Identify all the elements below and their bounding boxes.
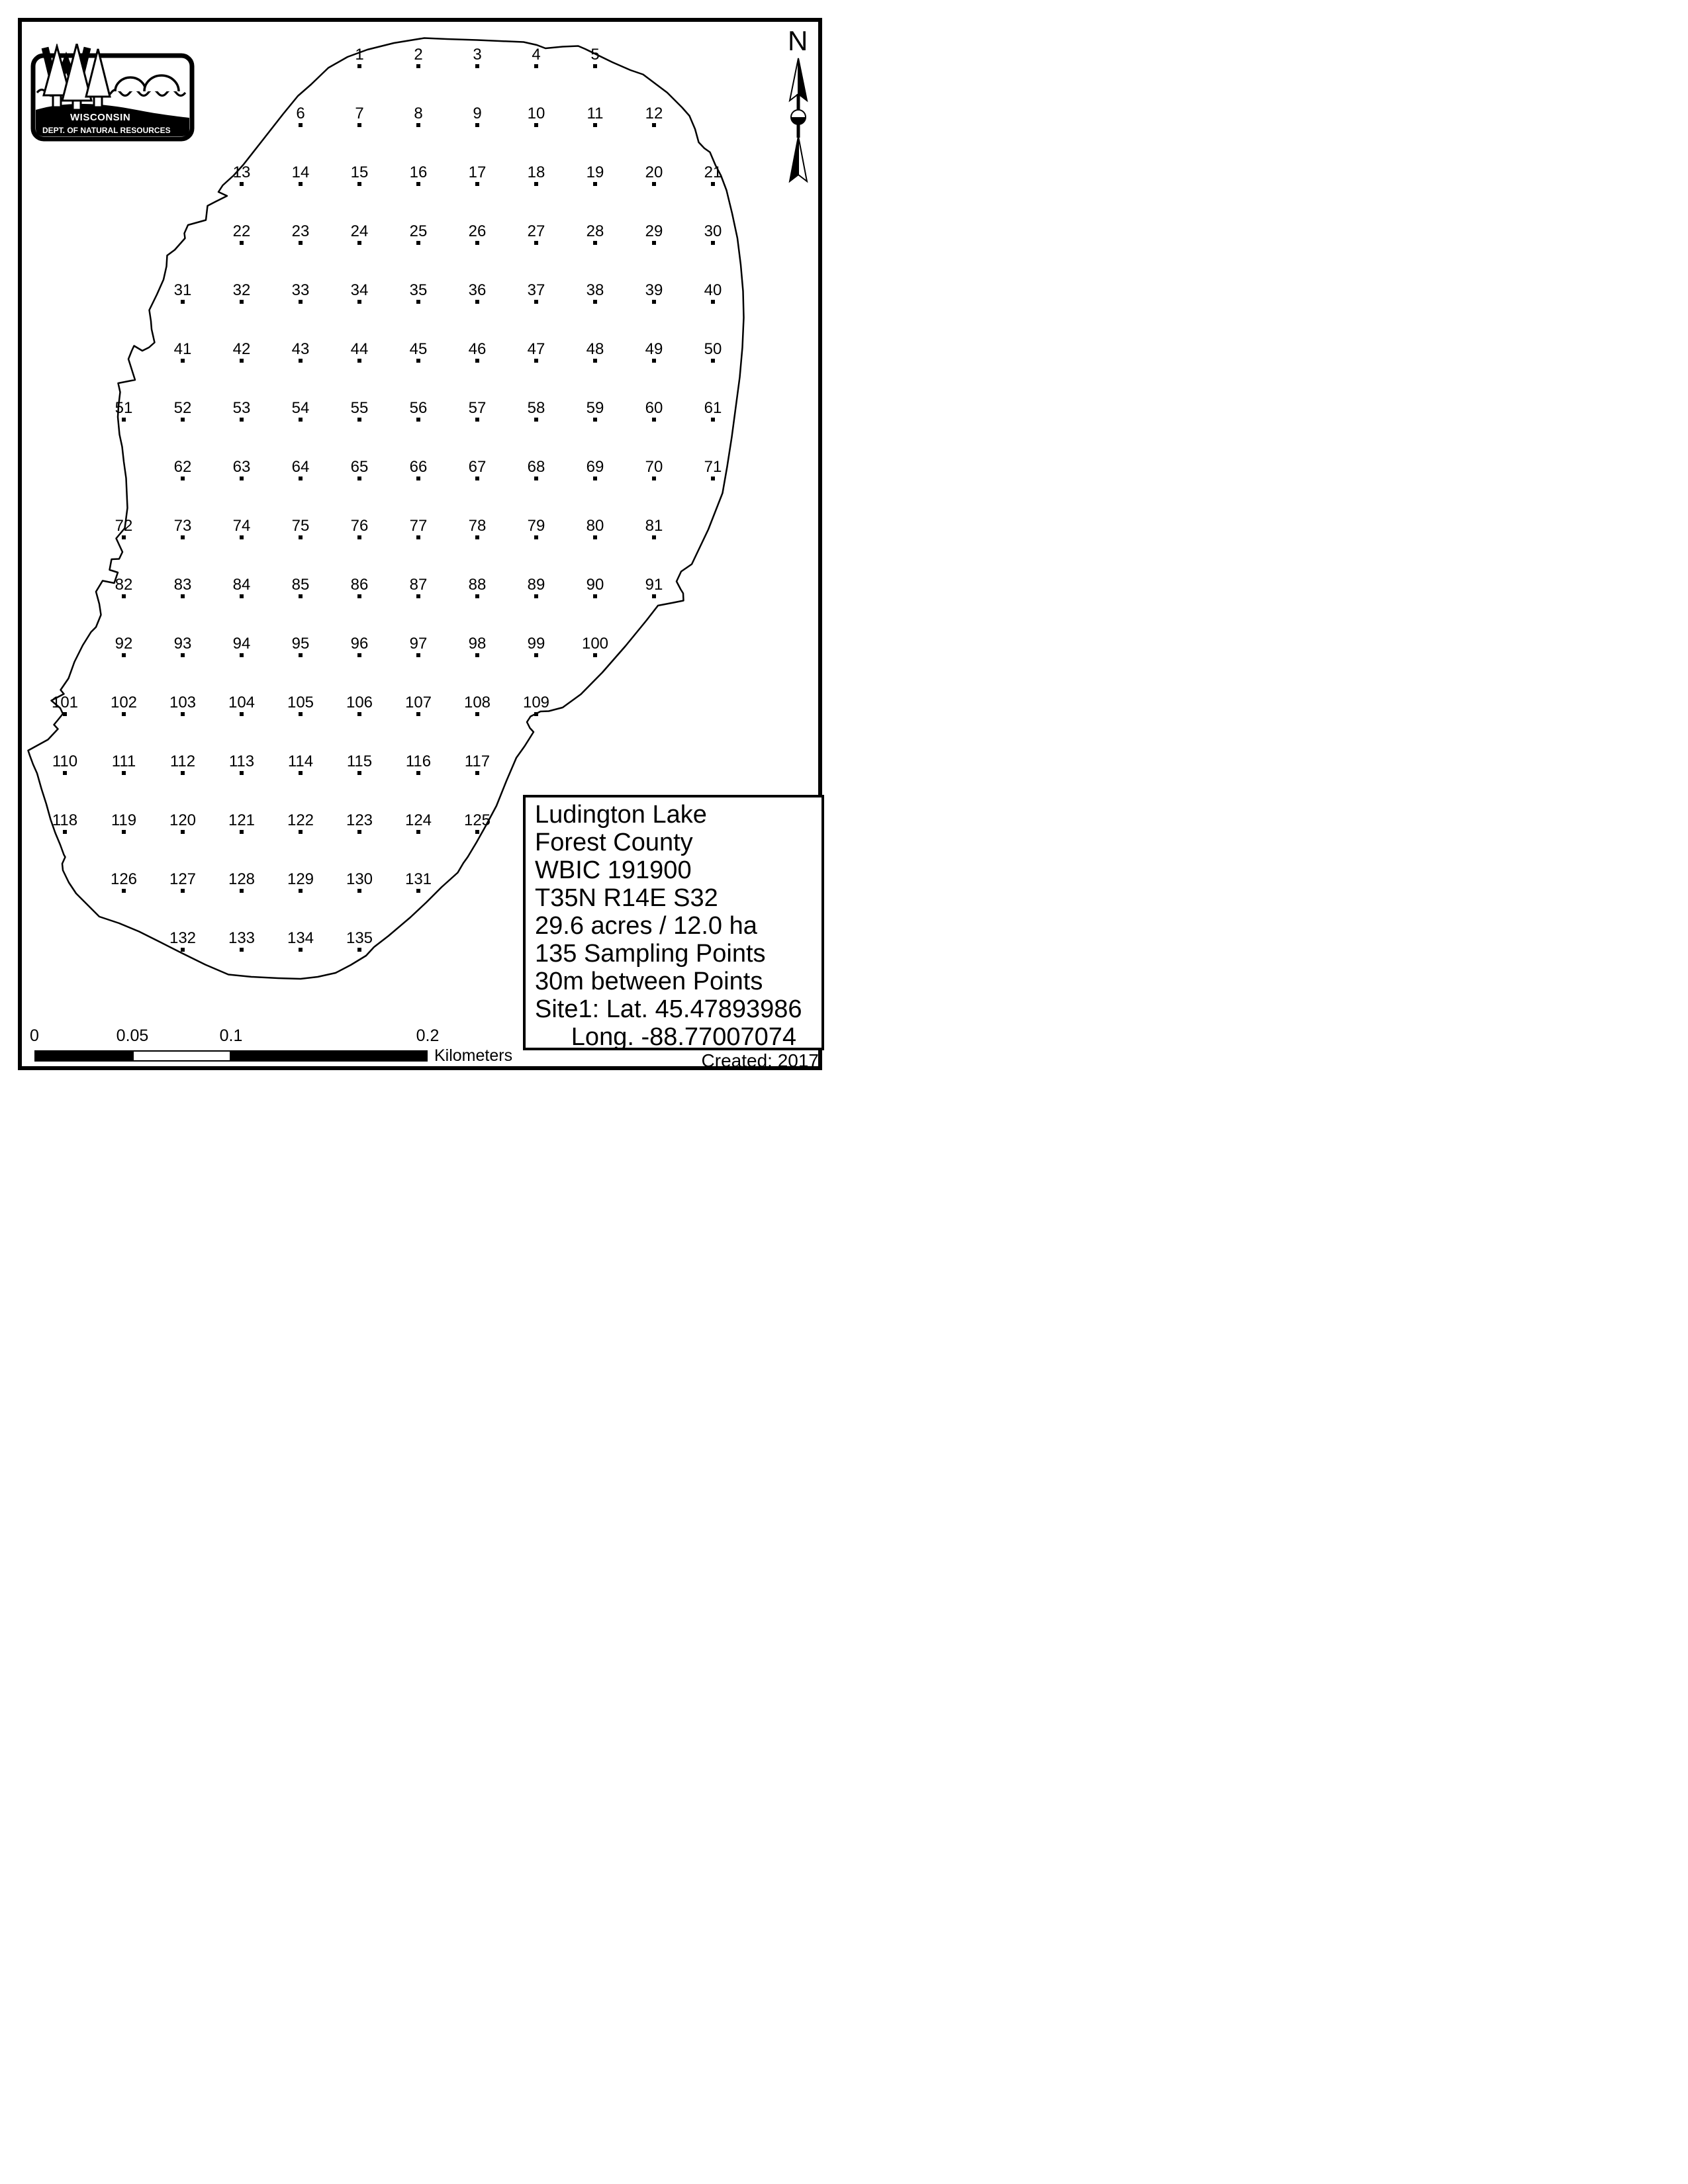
sample-point-label: 130 [346, 870, 373, 888]
sample-point-label: 126 [110, 870, 138, 888]
sample-point-label: 5 [590, 46, 600, 64]
sample-point-label: 15 [350, 163, 369, 181]
sample-point-label: 17 [468, 163, 487, 181]
sample-point-label: 4 [532, 46, 541, 64]
sample-point-label: 87 [409, 576, 428, 594]
sample-point-label: 97 [409, 635, 428, 653]
sample-point-label: 116 [405, 752, 432, 770]
sample-point-label: 73 [173, 517, 192, 535]
scale-bar-segment [231, 1050, 428, 1062]
sample-point-label: 59 [586, 399, 604, 417]
scale-bar-tick-label: 0.05 [116, 1026, 149, 1045]
sample-point-label: 76 [350, 517, 369, 535]
sample-point-label: 22 [232, 222, 251, 240]
sample-point-label: 79 [527, 517, 545, 535]
sample-point-label: 131 [404, 870, 432, 888]
sample-point-label: 62 [173, 458, 192, 476]
info-township: T35N R14E S32 [535, 884, 718, 912]
sample-point-label: 98 [468, 635, 487, 653]
lake-info-box [523, 795, 824, 1050]
sample-point-label: 35 [409, 281, 428, 299]
sample-point-label: 1 [355, 46, 364, 64]
sample-point-label: 26 [468, 222, 487, 240]
sample-point-label: 83 [173, 576, 192, 594]
sample-point-label: 90 [586, 576, 604, 594]
sample-point-label: 43 [291, 340, 310, 358]
sample-point-label: 3 [473, 46, 482, 64]
sample-point-label: 65 [350, 458, 369, 476]
sample-point-label: 69 [586, 458, 604, 476]
sample-point-label: 95 [291, 635, 310, 653]
sample-point-label: 18 [527, 163, 545, 181]
sample-point-label: 21 [704, 163, 722, 181]
sample-point-label: 102 [110, 694, 138, 711]
sample-point-label: 127 [169, 870, 197, 888]
sample-point-label: 7 [355, 105, 364, 122]
sample-point-label: 54 [291, 399, 310, 417]
info-point-spacing: 30m between Points [535, 968, 763, 995]
sample-point-label: 96 [350, 635, 369, 653]
sample-point-label: 55 [350, 399, 369, 417]
map-page [0, 0, 844, 1092]
sample-point-label: 117 [464, 752, 491, 770]
sample-point-label: 6 [296, 105, 305, 122]
sample-point-label: 91 [645, 576, 663, 594]
sample-point-label: 46 [468, 340, 487, 358]
sample-point-label: 49 [645, 340, 663, 358]
sample-point-label: 28 [586, 222, 604, 240]
sample-point-label: 108 [463, 694, 491, 711]
sample-point-label: 84 [232, 576, 251, 594]
sample-point-label: 120 [169, 811, 197, 829]
sample-point-label: 31 [173, 281, 192, 299]
sample-point-label: 103 [169, 694, 197, 711]
sample-point-label: 32 [232, 281, 251, 299]
sample-point-label: 16 [409, 163, 428, 181]
info-area: 29.6 acres / 12.0 ha [535, 912, 757, 940]
scale-bar-segment [132, 1050, 231, 1062]
info-county: Forest County [535, 829, 693, 856]
sample-point-label: 8 [414, 105, 423, 122]
sample-point-label: 135 [346, 929, 373, 947]
sample-point-label: 114 [287, 752, 314, 770]
sample-point-label: 9 [473, 105, 482, 122]
sample-point-label: 33 [291, 281, 310, 299]
sample-point-label: 25 [409, 222, 428, 240]
sample-point-label: 64 [291, 458, 310, 476]
sample-point-label: 109 [522, 694, 550, 711]
sample-point-label: 20 [645, 163, 663, 181]
sample-point-label: 124 [404, 811, 432, 829]
sample-point-label: 51 [115, 399, 133, 417]
sample-point-label: 41 [173, 340, 192, 358]
sample-point-label: 12 [645, 105, 663, 122]
sample-point-label: 133 [228, 929, 256, 947]
sample-point-label: 118 [52, 811, 78, 829]
sample-point-label: 70 [645, 458, 663, 476]
sample-point-label: 10 [527, 105, 545, 122]
sample-point-label: 66 [409, 458, 428, 476]
sample-point-label: 110 [52, 752, 78, 770]
sample-point-label: 119 [111, 811, 137, 829]
sample-point-label: 44 [350, 340, 369, 358]
scale-bar-unit: Kilometers [434, 1046, 513, 1065]
sample-point-label: 61 [704, 399, 722, 417]
sample-point-label: 88 [468, 576, 487, 594]
info-site-lat: Site1: Lat. 45.47893986 [535, 995, 802, 1023]
sample-point-label: 38 [586, 281, 604, 299]
sample-point-label: 107 [404, 694, 432, 711]
scale-bar-tick-label: 0.1 [219, 1026, 243, 1045]
sample-point-label: 100 [581, 635, 609, 653]
sample-point-label: 71 [704, 458, 722, 476]
sample-point-label: 92 [115, 635, 133, 653]
sample-point-label: 134 [287, 929, 314, 947]
sample-point-label: 93 [173, 635, 192, 653]
sample-point-label: 105 [287, 694, 314, 711]
sample-point-label: 123 [346, 811, 373, 829]
sample-point-label: 60 [645, 399, 663, 417]
sample-point-label: 2 [414, 46, 423, 64]
sample-point-label: 34 [350, 281, 369, 299]
sample-point-label: 94 [232, 635, 251, 653]
sample-point-label: 112 [169, 752, 196, 770]
sample-point-label: 129 [287, 870, 314, 888]
sample-point-label: 48 [586, 340, 604, 358]
sample-point-label: 57 [468, 399, 487, 417]
sample-point-label: 52 [173, 399, 192, 417]
sample-point-label: 81 [645, 517, 663, 535]
scale-bar-tick-label: 0.2 [416, 1026, 440, 1045]
info-wbic: WBIC 191900 [535, 856, 692, 884]
sample-point-label: 19 [586, 163, 604, 181]
sample-point-label: 29 [645, 222, 663, 240]
sample-point-label: 23 [291, 222, 310, 240]
logo-org-line2: DEPT. OF NATURAL RESOURCES [42, 126, 171, 135]
sample-point-label: 113 [228, 752, 255, 770]
info-site-long: Long. -88.77007074 [571, 1023, 796, 1051]
sample-point-label: 82 [115, 576, 133, 594]
sample-point-label: 36 [468, 281, 487, 299]
sample-point-label: 75 [291, 517, 310, 535]
scale-bar-tick-label: 0 [30, 1026, 39, 1045]
sample-point-label: 47 [527, 340, 545, 358]
sample-point-label: 24 [350, 222, 369, 240]
sample-point-label: 121 [228, 811, 256, 829]
sample-point-label: 86 [350, 576, 369, 594]
sample-point-label: 99 [527, 635, 545, 653]
north-label: N [788, 25, 808, 56]
sample-point-label: 78 [468, 517, 487, 535]
info-sampling-points: 135 Sampling Points [535, 940, 766, 968]
sample-point-label: 101 [51, 694, 79, 711]
scale-bar-segment [34, 1050, 132, 1062]
sample-point-label: 63 [232, 458, 251, 476]
sample-point-label: 39 [645, 281, 663, 299]
sample-point-label: 13 [232, 163, 251, 181]
sample-point-label: 122 [287, 811, 314, 829]
sample-point-label: 14 [291, 163, 310, 181]
created-label: Created: 2017 [701, 1050, 819, 1071]
sample-point-label: 42 [232, 340, 251, 358]
sample-point-label: 80 [586, 517, 604, 535]
sample-point-label: 37 [527, 281, 545, 299]
logo-org-line1: WISCONSIN [70, 112, 131, 123]
sample-point-label: 27 [527, 222, 545, 240]
sample-point-label: 89 [527, 576, 545, 594]
sample-point-label: 30 [704, 222, 722, 240]
sample-point-label: 125 [463, 811, 491, 829]
sample-point-label: 106 [346, 694, 373, 711]
sample-point-label: 58 [527, 399, 545, 417]
sample-point-label: 45 [409, 340, 428, 358]
sample-point-label: 111 [111, 752, 136, 770]
sample-point-label: 132 [169, 929, 197, 947]
sample-point-label: 104 [228, 694, 256, 711]
sample-point-label: 67 [468, 458, 487, 476]
sample-point-label: 68 [527, 458, 545, 476]
info-lake-name: Ludington Lake [535, 801, 707, 829]
sample-point-label: 115 [346, 752, 373, 770]
sample-point-label: 77 [409, 517, 428, 535]
sample-point-label: 74 [232, 517, 251, 535]
sample-point-label: 72 [115, 517, 133, 535]
sample-point-label: 40 [704, 281, 722, 299]
sample-point-label: 11 [586, 105, 604, 122]
sample-point-label: 85 [291, 576, 310, 594]
sample-point-label: 50 [704, 340, 722, 358]
sample-point-label: 56 [409, 399, 428, 417]
sample-point-label: 53 [232, 399, 251, 417]
sample-point-label: 128 [228, 870, 256, 888]
